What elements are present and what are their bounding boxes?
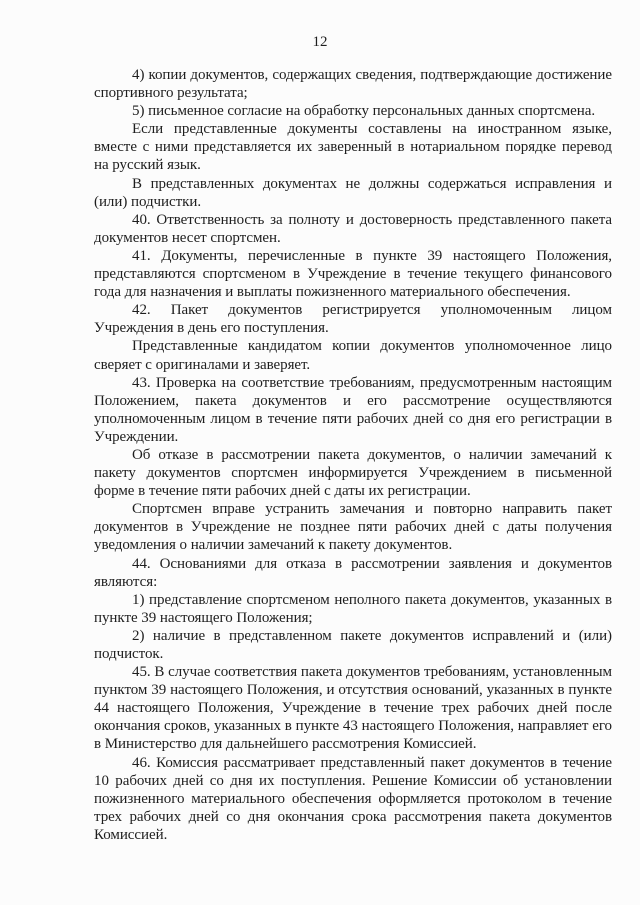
paragraph-no-corrections: В представленных документах не должны содержаться исправления и (или) подчистки.	[94, 175, 612, 210]
page-number: 12	[312, 34, 328, 50]
paragraph-refusal-notice: Об отказе в рассмотрении пакета документов, о наличии замечаний к пакету документов спортсмен информируется Учреждением в письменной форме в течение пяти рабочих дней с даты их регистрации.	[94, 446, 612, 500]
paragraph-foreign-language: Если представленные документы составлены на иностранном языке, вместе с ними представляется их заверенный в нотариальном порядке перевод на русский язык.	[94, 121, 612, 174]
document-body	[94, 66, 612, 844]
paragraph-clause-45: 45. В случае соответствия пакета документов требованиям, установленным пунктом 39 настоящего Положения, и отсутствия оснований, указанных в пункте 44 настоящего Положения, Учреждение в течение трех рабочих дней после окончания сроков, указанных в пункте 43 настоящего Положения, направляет его в Министерство для дальнейшего рассмотрения Комиссией.	[94, 664, 612, 753]
paragraph-clause-42: 42. Пакет документов регистрируется уполномоченным лицом Учреждения в день его поступления.	[94, 302, 612, 337]
paragraph-clause-44-item-1: 1) представление спортсменом неполного пакета документов, указанных в пункте 39 настоящего Положения;	[94, 591, 612, 626]
paragraph-clause-46: 46. Комиссия рассматривает представленный пакет документов в течение 10 рабочих дней со дня их поступления. Решение Комиссии об установлении пожизненного материального обеспечения оформляется протоколом в течение трех рабочих дней со дня окончания срока рассмотрения пакета документов Комиссией.	[94, 754, 612, 843]
paragraph-item-5-consent: 5) письменное согласие на обработку персональных данных спортсмена.	[132, 103, 596, 120]
paragraph-clause-44-item-2: 2) наличие в представленном пакете документов исправлений и (или) подчисток.	[94, 627, 612, 662]
paragraph-clause-40: 40. Ответственность за полноту и достоверность представленного пакета документов несет спортсмен.	[94, 211, 612, 246]
paragraph-clause-44: 44. Основаниями для отказа в рассмотрении заявления и документов являются:	[94, 555, 612, 590]
paragraph-clause-43: 43. Проверка на соответствие требованиям, предусмотренным настоящим Положением, пакета документов и его рассмотрение осуществляются уполномоченным лицом в течение пяти рабочих дней со дня его регистрации в Учреждении.	[94, 374, 612, 445]
paragraph-clause-41: 41. Документы, перечисленные в пункте 39 настоящего Положения, представляются спортсменом в Учреждение в течение текущего финансового года для назначения и выплаты пожизненного материального обеспечения.	[94, 247, 612, 301]
paragraph-resubmission: Спортсмен вправе устранить замечания и повторно направить пакет документов в Учреждение не позднее пяти рабочих дней с даты получения уведомления о наличии замечаний к пакету документов.	[94, 501, 612, 554]
paragraph-copies-verified: Представленные кандидатом копии документов уполномоченное лицо сверяет с оригиналами и заверяет.	[94, 338, 612, 373]
paragraph-item-4-copies: 4) копии документов, содержащих сведения, подтверждающие достижение спортивного результата;	[94, 67, 612, 102]
